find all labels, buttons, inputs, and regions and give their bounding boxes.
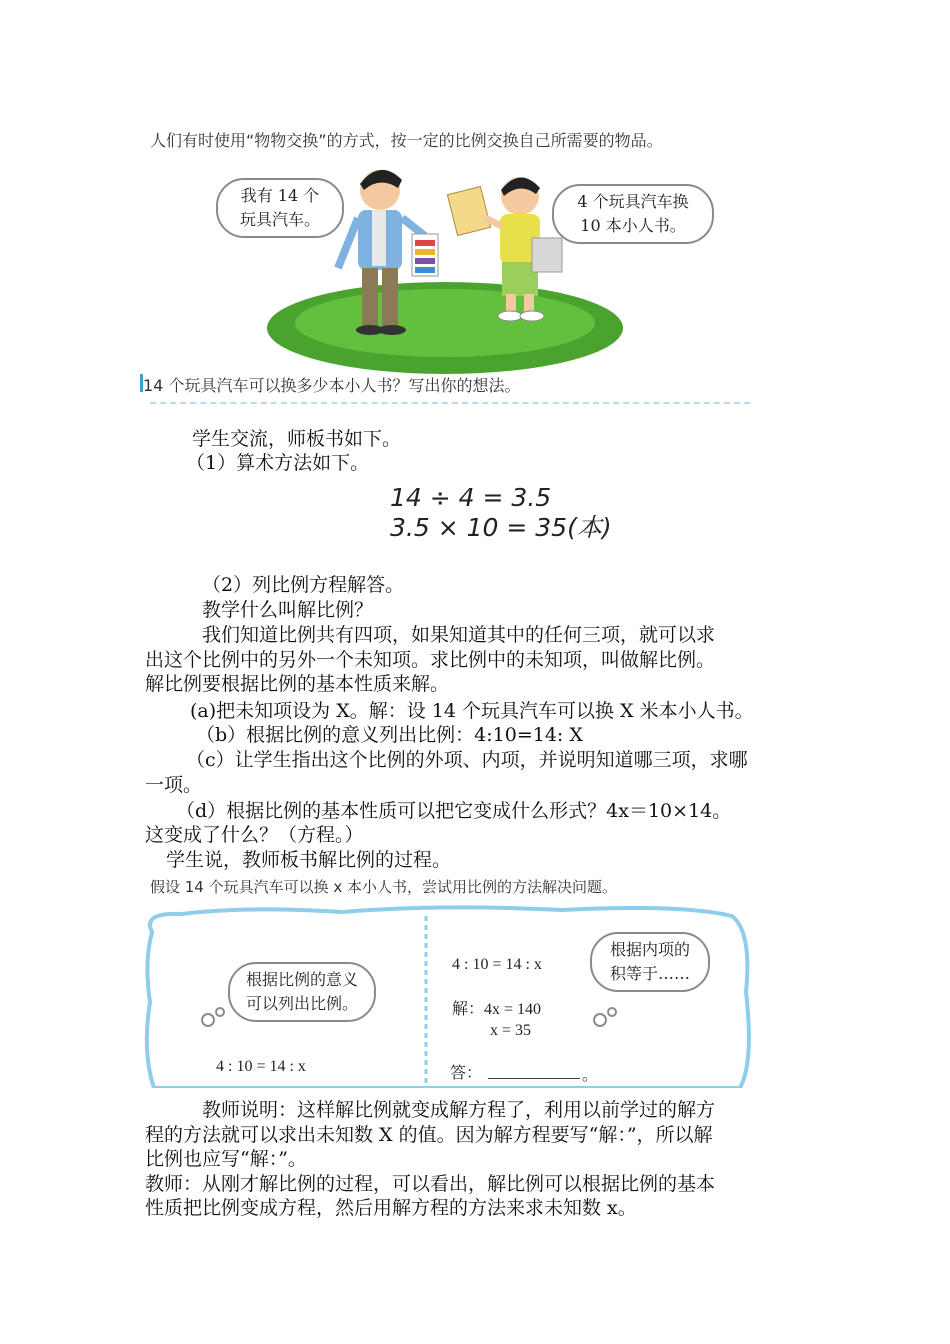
- paragraph: 学生交流，师板书如下。: [192, 428, 402, 450]
- handwriting-line: 14 ÷ 4 = 3.5: [390, 483, 552, 512]
- top-illustration: [140, 118, 780, 408]
- proportion-equation-right: 4 : 10 = 14 : x: [452, 956, 542, 973]
- paragraph: 我们知道比例共有四项，如果知道其中的任何三项，就可以求: [202, 624, 716, 646]
- paragraph: 这变成了什么？（方程。）: [145, 824, 364, 846]
- paragraph: 一项。: [145, 774, 203, 796]
- paragraph: 程的方法就可以求出未知数 X 的值。因为解方程要写“解：”，所以解: [145, 1124, 713, 1146]
- proportion-equation-left: 4 : 10 = 14 : x: [216, 1058, 306, 1075]
- paragraph: （d）根据比例的基本性质可以把它变成什么形式？4x＝10×14。: [176, 800, 732, 822]
- bottom-illustration: [142, 902, 754, 1088]
- top-illustration-question: 14 个玩具汽车可以换多少本小人书？写出你的想法。: [143, 376, 521, 395]
- handwritten-arithmetic: [390, 483, 612, 543]
- speech-bubble-left: [216, 178, 344, 238]
- paragraph: 教师：从刚才解比例的过程，可以看出，解比例可以根据比例的基本: [145, 1173, 716, 1195]
- bubble-left-line: 根据比例的意义: [245, 970, 358, 989]
- paragraph: 学生说，教师板书解比例的过程。: [166, 849, 452, 871]
- paragraph: （c）让学生指出这个比例的外项、内项，并说明知道哪三项，求哪: [186, 749, 748, 771]
- bottom-illustration-caption: 假设 14 个玩具汽车可以换 x 本小人书，尝试用比例的方法解决问题。: [150, 878, 618, 896]
- answer-period: 。: [582, 1067, 599, 1084]
- bubble-right-line: 根据内项的: [609, 940, 690, 959]
- bubble-right-line: 积等于……: [609, 964, 690, 983]
- thought-bubble-left: [228, 962, 376, 1022]
- thought-bubble-right: [590, 932, 710, 992]
- speech-bubble-right: [552, 184, 714, 244]
- paragraph: （b）根据比例的意义列出比例：4:10=14: X: [196, 724, 583, 746]
- solution-result: x = 35: [490, 1022, 532, 1039]
- top-illustration-caption: 人们有时使用“物物交换”的方式，按一定的比例交换自己所需要的物品。: [150, 131, 663, 150]
- bubble-right-line: 10 本小人书。: [580, 216, 686, 235]
- bubble-left-line: 玩具汽车。: [239, 210, 320, 229]
- bubble-left-line: 可以列出比例。: [245, 994, 358, 1013]
- barter-scene-image: [140, 118, 780, 408]
- paragraph: (a)把未知项设为 X。解：设 14 个玩具汽车可以换 X 米本小人书。: [190, 700, 754, 722]
- answer-blank-line: [488, 1078, 580, 1079]
- bubble-right-line: 4 个玩具汽车换: [577, 192, 689, 211]
- paragraph: 教学什么叫解比例？: [202, 599, 374, 621]
- paragraph: 出这个比例中的另外一个未知项。求比例中的未知项，叫做解比例。: [145, 649, 716, 671]
- answer-label: 答：: [450, 1065, 483, 1082]
- paragraph: 比例也应写“解：”。: [145, 1148, 307, 1170]
- bubble-left-line: 我有 14 个: [240, 186, 320, 205]
- solution-step: 解：4x = 140: [452, 1001, 542, 1018]
- paragraph: 教师说明：这样解比例就变成解方程了，利用以前学过的解方: [202, 1099, 716, 1121]
- paragraph: （1）算术方法如下。: [186, 452, 370, 474]
- paragraph: 解比例要根据比例的基本性质来解。: [145, 673, 450, 695]
- paragraph: 性质把比例变成方程，然后用解方程的方法来求未知数 x。: [145, 1197, 637, 1219]
- handwriting-line: 3.5 × 10 = 35(本): [390, 513, 612, 542]
- paragraph: （2）列比例方程解答。: [202, 574, 405, 596]
- dashed-divider: [150, 402, 750, 404]
